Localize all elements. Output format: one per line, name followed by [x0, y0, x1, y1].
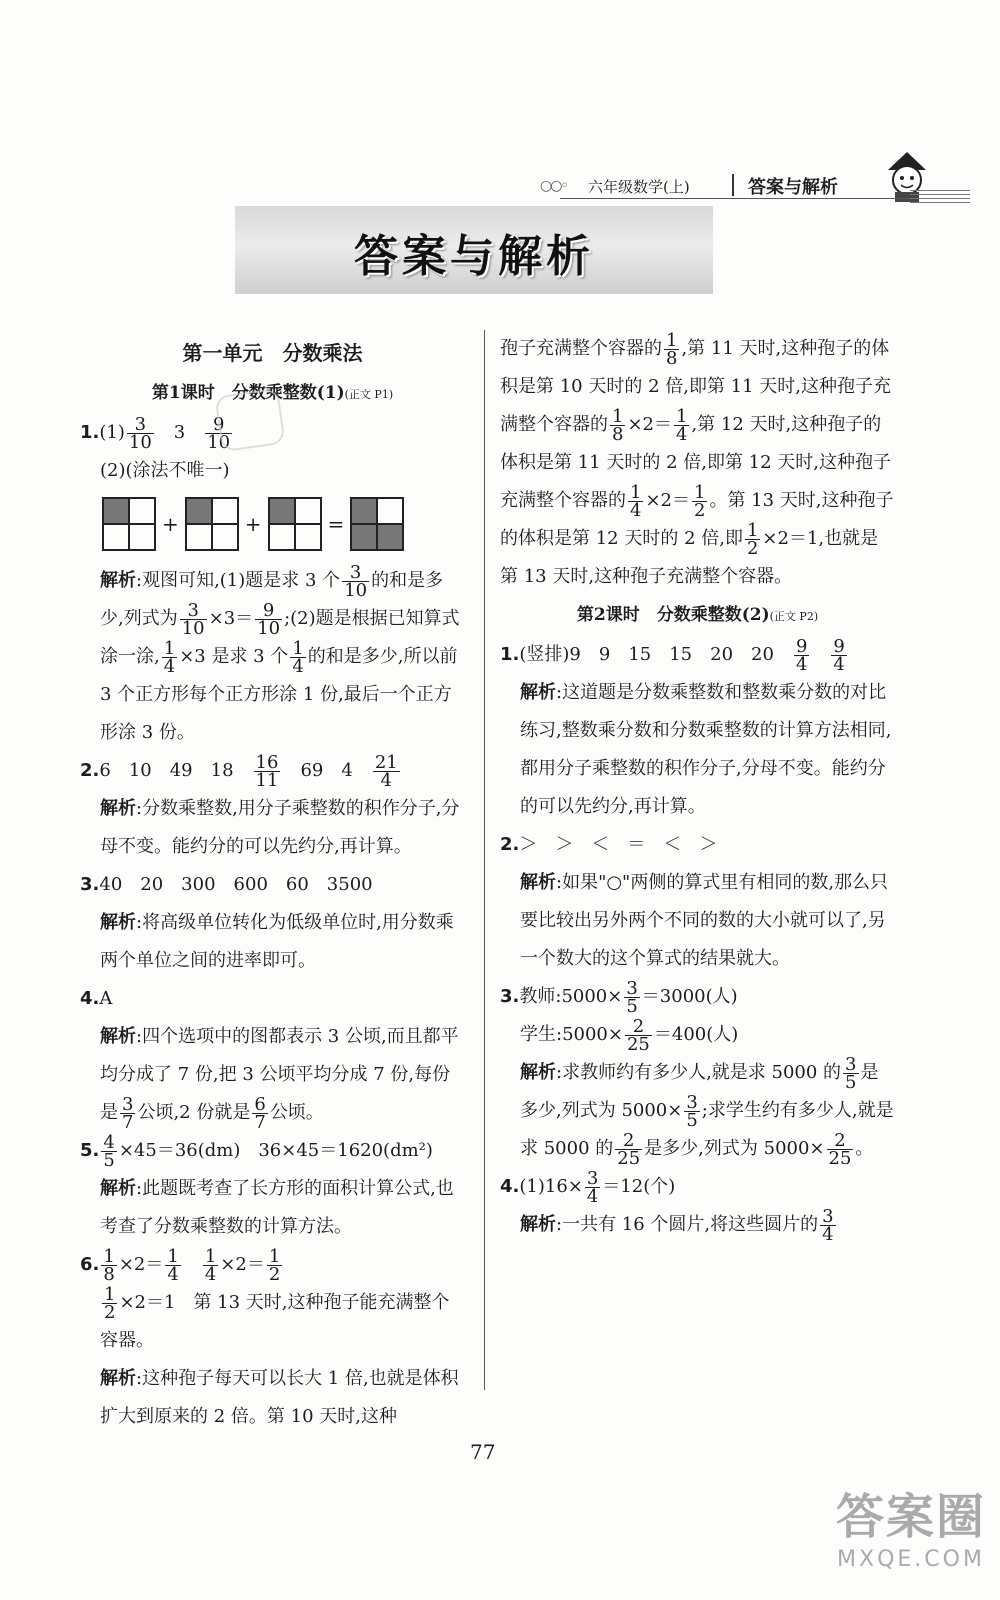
- explanation-2-2: 解析:如果"○"两侧的算式里有相同的数,那么只要比较出另外两个不同的数的大小就可以了,另一个数大的这个算式的结果就大。: [520, 872, 889, 969]
- explanation-1: 解析:观图可知,(1)题是求 3 个 $\frac{3}{10}$ 的和是多少,列式为 $\frac{3}{10}$ ×3＝ $\frac{9}{10}$ ;(2)题是根据已知算式涂一涂, $\frac{1}{4}$ ×3 是求 3 个 $\frac{1}{4}$ 的和是多少,所以前 3 个正方形每个正方形涂 1 份,最后一个正方形涂 3 份。: [100, 561, 460, 743]
- square-4: [350, 497, 404, 551]
- explanation-2-1: 解析:这道题是分数乘整数和整数乘分数的对比练习,整数乘分数和分数乘整数的计算方法相同,都用分子乘整数的积作分子,分母不变。能约分的可以先约分,再计算。: [520, 682, 892, 817]
- answer-2: 2.6 10 49 18 $\frac{16}{11}$ 69 4 $\frac{21}{4}$: [80, 751, 398, 791]
- column-divider: [484, 330, 485, 1390]
- explanation-6-cont: 孢子充满整个容器的 $\frac{1}{8}$ ,第 11 天时,这种孢子的体积是第 10 天时的 2 倍,即第 11 天时,这种孢子充满整个容器的 $\frac{1}{8}$ ×2＝ $\frac{1}{4}$ ,第 12 天时,这种孢子的体积是第 11 天时的 2 倍,即第 12 天时,这种孢子充满整个容器的 $\frac{1}{4}$ ×2＝ $\frac{1}{2}$ 。第 13 天时,这种孢子的体积是第 12 天时的 2 倍,即 $\frac{1}{2}$ ×2＝1,也就是第 13 天时,这种孢子充满整个容器。: [500, 329, 894, 587]
- answer-3: 3.40 20 300 600 60 3500: [80, 874, 373, 895]
- watermark-logo-text: 答案圈: [835, 1489, 986, 1545]
- square-1: [102, 497, 156, 551]
- answer-2-2: 2.＞ ＞ ＜ ＝ ＜ ＞: [500, 834, 718, 855]
- explanation-2-4: 解析:一共有 16 个圆片,将这些圆片的 $\frac{3}{4}$: [520, 1205, 834, 1245]
- equals-icon: =: [327, 512, 345, 536]
- lesson2-ref: (正文 P2): [769, 610, 819, 623]
- answer-6: 6. $\frac{1}{8}$ ×2＝ $\frac{1}{4}$ $\frac{1}{4}$ ×2＝ $\frac{1}{2}$: [80, 1245, 281, 1285]
- answer-6-cont: $\frac{1}{2}$ ×2＝1 第 13 天时,这种孢子能充满整个容器。: [100, 1283, 450, 1351]
- answer-5: 5. $\frac{4}{5}$ ×45＝36(dm) 36×45＝1620(dm²): [80, 1131, 433, 1171]
- answer-4: 4.A: [80, 988, 113, 1009]
- watermark-url: MXQE.COM: [837, 1547, 985, 1572]
- answer-2-3-cont: 学生:5000× $\frac{2}{25}$ ＝400(人): [520, 1015, 739, 1055]
- answer-2-1: 1.(竖排)9 9 15 15 20 20 $\frac{9}{4}$ $\frac{9}{4}$: [500, 635, 845, 675]
- answer-2-3: 3.教师:5000× $\frac{3}{5}$ ＝3000(人): [500, 977, 738, 1017]
- corner-watermark: [836, 1478, 986, 1572]
- header-stripes: [910, 190, 970, 204]
- plus-icon: +: [244, 512, 262, 536]
- lesson2-title: 第2课时 分数乘整数(2): [576, 605, 770, 625]
- banner-title: 答案与解析: [354, 231, 594, 282]
- header-ornament-icon: ○○◦: [540, 178, 567, 194]
- plus-icon: +: [162, 512, 179, 536]
- square-2: [185, 497, 239, 551]
- answer-2-4: 4.(1)16× $\frac{3}{4}$ ＝12(个): [500, 1167, 676, 1207]
- right-column: [500, 330, 895, 1244]
- answer-1-2: (2)(涂法不唯一): [100, 460, 230, 481]
- header-section-title: 答案与解析: [748, 177, 838, 198]
- lesson1-ref: (正文 P1): [344, 388, 394, 401]
- square-3: [268, 497, 322, 551]
- explanation-4: 解析:四个选项中的图都表示 3 公顷,而且都平均分成了 7 份,把 3 公顷平均分成 7 份,每份是 $\frac{3}{7}$ 公顷,2 份就是 $\frac{6}{7}$ 公顷。: [100, 1026, 459, 1133]
- title-banner: [235, 206, 713, 294]
- faint-stamp: [214, 388, 285, 452]
- shaded-squares-figure: [102, 496, 465, 552]
- lesson2-heading: [500, 596, 895, 636]
- unit-title: 第一单元 分数乘法: [182, 341, 363, 365]
- answer-1-1: 1.(1) $\frac{3}{10}$ 3 $\frac{9}{10}$: [80, 413, 231, 453]
- explanation-5: 解析:此题既考查了长方形的面积计算公式,也考查了分数乘整数的计算方法。: [100, 1178, 454, 1237]
- page-number: 77: [470, 1440, 496, 1464]
- header-book-title: 六年级数学(上): [588, 178, 690, 196]
- explanation-3: 解析:将高级单位转化为低级单位时,用分数乘两个单位之间的进率即可。: [100, 912, 454, 971]
- lesson1-title: 第1课时 分数乘整数(1): [151, 383, 345, 403]
- header-separator: [732, 174, 734, 196]
- explanation-2: 解析:分数乘整数,用分子乘整数的积作分子,分母不变。能约分的可以先约分,再计算。: [100, 798, 460, 857]
- header-rule: [560, 198, 910, 199]
- explanation-2-3: 解析:求教师约有多少人,就是求 5000 的 $\frac{3}{5}$ 是多少,列式为 5000× $\frac{3}{5}$ ;求学生约有多少人,就是求 5000 的 $\frac{2}{25}$ 是多少,列式为 5000× $\frac{2}{25}$ 。: [520, 1053, 894, 1169]
- explanation-6: 解析:这种孢子每天可以长大 1 倍,也就是体积扩大到原来的 2 倍。第 10 天时,这种: [100, 1368, 459, 1427]
- left-column: [80, 330, 465, 1436]
